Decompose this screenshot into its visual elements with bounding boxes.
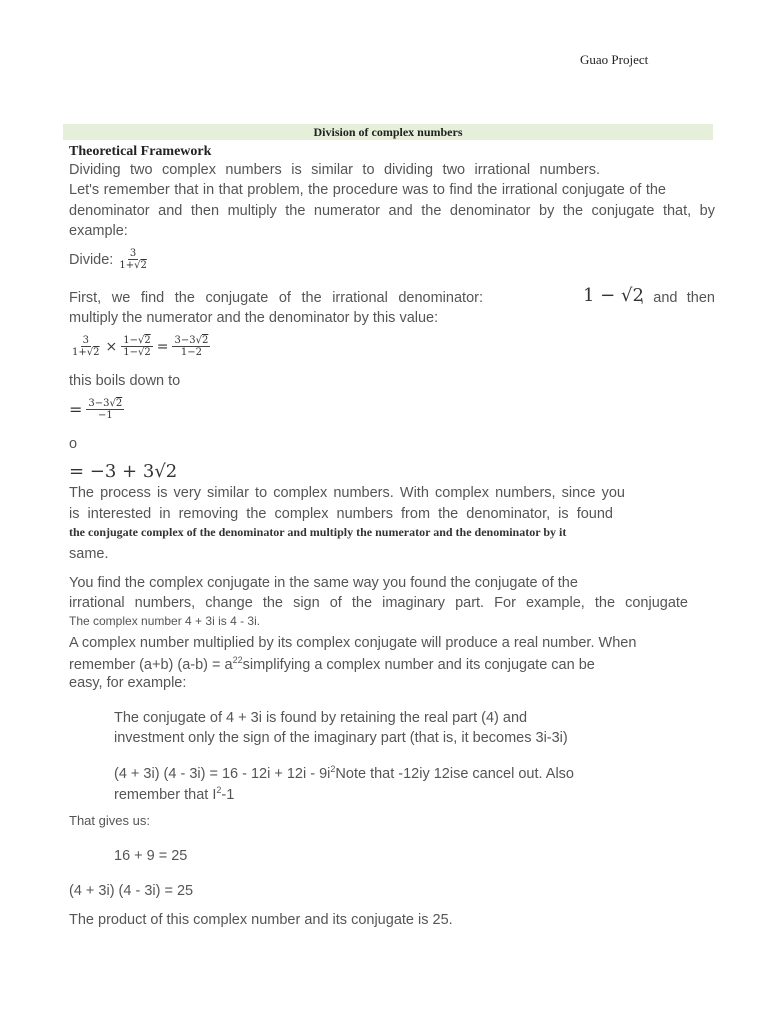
final-equation: (4 + 3i) (4 - 3i) = 25 <box>69 883 194 899</box>
find-line-3: The complex number 4 + 3i is 4 - 3i. <box>69 614 261 628</box>
process-line-4: same. <box>69 546 109 562</box>
fraction-3-over-1-plus-sqrt2: $\frac{3}{1+√2}$ <box>119 248 147 271</box>
indent2-line-2: remember that $I^2-1$ <box>114 785 235 803</box>
section-heading: Theoretical Framework <box>69 144 212 159</box>
product-line-1: A complex number multiplied by its complex conjugate will produce a real number. When <box>69 635 637 651</box>
title-bar <box>63 124 713 140</box>
multiply-equation: $\frac{3}{1+√2}$ × $\frac{1-√2}{1-√2}$ = $\frac{3-3√2}{1-2}$ <box>72 335 209 358</box>
find-line-2: irrational numbers, change the sign of the imaginary part. For example, the conjugate <box>69 595 688 611</box>
simplified-equation: = $\frac{3-3√2}{-1}$ <box>69 398 123 421</box>
page-title: Division of complex numbers <box>313 125 463 139</box>
product-line-2: remember (a+b) $(a-b) = a^{22}simplifying$ a complex number and its conjugate can be <box>69 655 595 673</box>
find-line-1: You find the complex conjugate in the same way you found the conjugate of the <box>69 575 578 591</box>
conclusion: The product of this complex number and its conjugate is 25. <box>69 912 453 928</box>
intro-line-4: example: <box>69 223 128 239</box>
divide-label: Divide: <box>69 251 114 268</box>
process-line-3: the conjugate complex of the denominator and multiply the numerator and the denominator by it <box>69 525 567 539</box>
conj-line-1: First, we find the conjugate of the irrational denominator: <box>69 290 483 306</box>
o-label: o <box>69 436 78 452</box>
intro-line-2: Let's remember that in that problem, the procedure was to find the irrational conjugate of the <box>69 182 666 198</box>
process-line-1: The process is very similar to complex numbers. With complex numbers, since you <box>69 485 625 501</box>
intro-line-3: denominator and then multiply the numerator and the denominator by the conjugate that, by <box>69 203 715 219</box>
conj-and-then: , and then <box>640 290 715 306</box>
conj-line-2: multiply the numerator and the denominator by this value: <box>69 310 439 326</box>
header-project: Guao Project <box>580 52 649 67</box>
intro-line-1: Dividing two complex numbers is similar to dividing two irrational numbers. <box>69 162 600 178</box>
sum-line: 16 + 9 = 25 <box>114 848 188 864</box>
result-expression: = −3 + 3√2 <box>69 461 178 482</box>
indent2-line-1: (4 + 3i) $(4 - 3i) = 16 - 12i + 12i - 9i^2Note$ that -12iy 12ise cancel out. Also <box>114 764 574 782</box>
indent1-line-1: The conjugate of 4 + 3i is found by retaining the real part (4) and <box>114 710 528 726</box>
divide-line <box>69 248 150 271</box>
boils-down: this boils down to <box>69 373 181 389</box>
process-line-2: is interested in removing the complex numbers from the denominator, is found <box>69 506 613 522</box>
indent1-line-2: investment only the sign of the imaginary part (that is, it becomes 3i-3i) <box>114 730 568 746</box>
gives-us: That gives us: <box>69 813 150 828</box>
product-line-3: easy, for example: <box>69 675 187 691</box>
conj-value: 1 − √2 <box>583 285 644 306</box>
